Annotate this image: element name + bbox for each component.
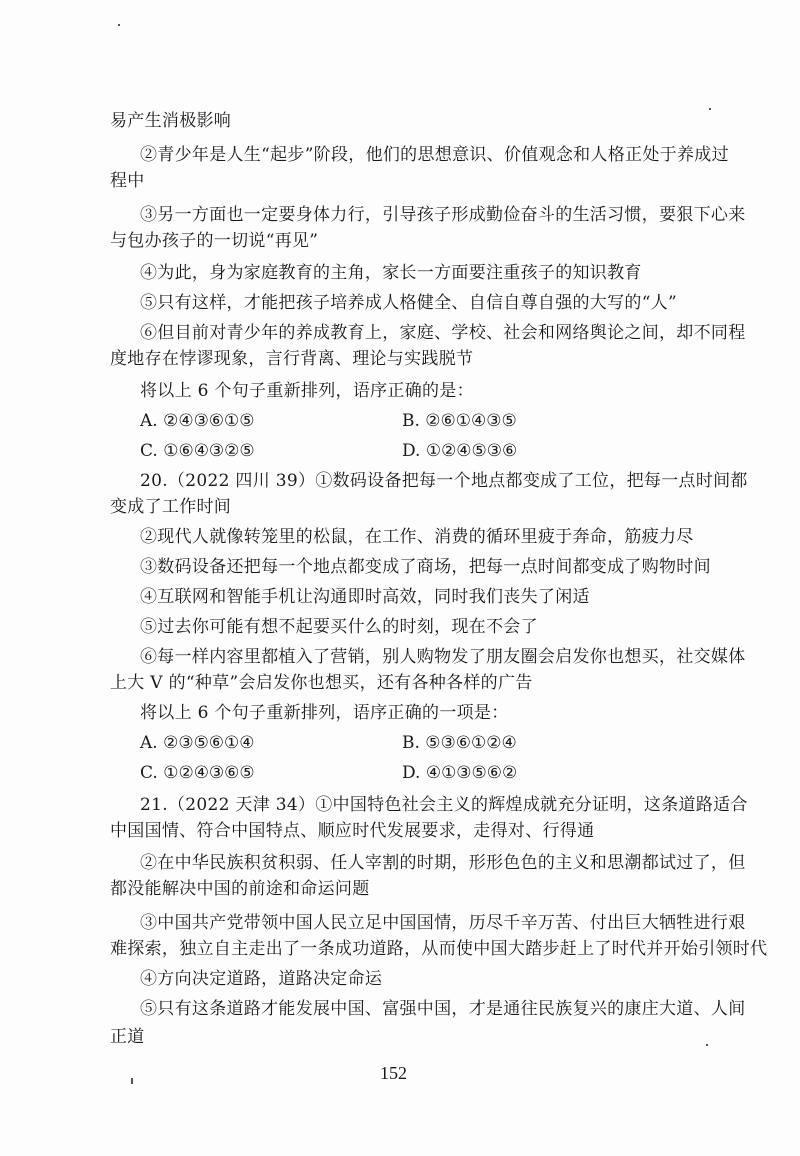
q20-sentence-6a: ⑥每一样内容里都植入了营销，别人购物发了朋友圈会启发你也想买，社交媒体 [140,647,746,667]
q21-sentence-5a: ⑤只有这条道路才能发展中国、富强中国，才是通往民族复兴的康庄大道、人间 [140,999,746,1019]
q21-sentence-3a: ③中国共产党带领中国人民立足中国国情，历尽千辛万苦、付出巨大牺牲进行艰 [140,913,746,933]
q20-option-b: B. ⑤③⑥①②④ [402,733,517,753]
q20-sentence-6b: 上大 V 的“种草”会启发你也想买，还有各种各样的广告 [110,673,533,693]
intro-sentence-6b: 度地存在悖谬现象，言行背离、理论与实践脱节 [110,349,474,369]
intro-sentence-5: ⑤只有这样，才能把孩子培养成人格健全、自信自尊自强的大写的“人” [140,293,677,313]
scan-speck [709,108,711,110]
q20-sentence-1b: 变成了工作时间 [110,497,232,517]
intro-sentence-2a: ②青少年是人生“起步”阶段，他们的思想意识、价值观念和人格正处于养成过 [140,145,729,165]
q21-sentence-4: ④方向决定道路，道路决定命运 [140,969,383,989]
page-number: 152 [380,1063,407,1083]
q20-option-c: C. ①②④③⑥⑤ [140,763,255,783]
intro-option-c: C. ①⑥④③②⑤ [140,441,255,461]
q20-sentence-5: ⑤过去你可能有想不起要买什么的时刻，现在不会了 [140,617,538,637]
q21-sentence-1b: 中国国情、符合中国特点、顺应时代发展要求，走得对、行得通 [110,821,595,841]
intro-sentence-2b: 程中 [110,171,145,191]
q21-sentence-2a: ②在中华民族积贫积弱、任人宰割的时期，形形色色的主义和思潮都试过了，但 [140,853,746,873]
intro-sentence-3b: 与包办孩子的一切说“再见” [110,231,319,251]
q20-sentence-3: ③数码设备还把每一个地点都变成了商场，把每一点时间都变成了购物时间 [140,557,711,577]
q20-prompt: 将以上 6 个句子重新排列，语序正确的一项是： [140,703,509,723]
intro-prompt: 将以上 6 个句子重新排列，语序正确的是： [140,381,474,401]
q20-sentence-2: ②现代人就像转笼里的松鼠，在工作、消费的循环里疲于奔命，筋疲力尽 [140,527,694,547]
q20-option-a: A. ②③⑤⑥①④ [140,733,255,753]
scan-speck [131,1078,133,1084]
intro-option-a: A. ②④③⑥①⑤ [140,411,255,431]
intro-sentence-4: ④为此，身为家庭教育的主角，家长一方面要注重孩子的知识教育 [140,263,642,283]
q20-sentence-4: ④互联网和智能手机让沟通即时高效，同时我们丧失了闲适 [140,587,590,607]
q21-sentence-5b: 正道 [110,1027,145,1047]
scan-speck [706,1044,708,1046]
intro-option-d: D. ①②④⑤③⑥ [402,441,518,461]
q21-sentence-2b: 都没能解决中国的前途和命运问题 [110,879,370,899]
q20-option-d: D. ④①③⑤⑥② [402,763,518,783]
intro-sentence-6a: ⑥但目前对青少年的养成教育上，家庭、学校、社会和网络舆论之间，却不同程 [140,323,746,343]
q21-sentence-3b: 难探索，独立自主走出了一条成功道路，从而使中国大踏步赶上了时代并开始引领时代 [110,939,768,959]
intro-sentence-3a: ③另一方面也一定要身体力行，引导孩子形成勤俭奋斗的生活习惯，要狠下心来 [140,205,746,225]
intro-line-1: 易产生消极影响 [110,111,232,131]
q20-sentence-1a: 20.（2022 四川 39）①数码设备把每一个地点都变成了工位，把每一点时间都 [140,471,748,491]
scan-speck [118,24,120,26]
q21-sentence-1a: 21.（2022 天津 34）①中国特色社会主义的辉煌成就充分证明，这条道路适合 [140,795,748,815]
intro-option-b: B. ②⑥①④③⑤ [402,411,517,431]
